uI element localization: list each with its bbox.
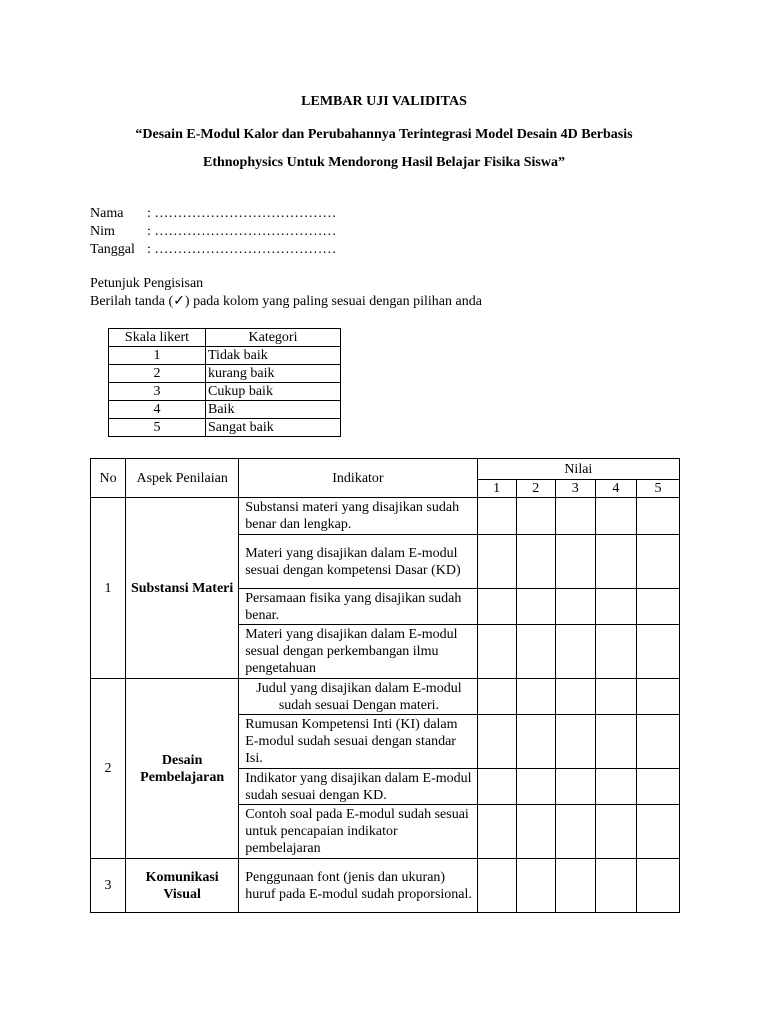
score-cell[interactable]	[555, 715, 595, 769]
score-cell[interactable]	[595, 769, 636, 805]
indicator-text: Contoh soal pada E-modul sudah sesuai untuk pencapaian indikator pembelajaran	[239, 805, 477, 859]
score-cell[interactable]	[555, 805, 595, 859]
score-header: 2	[516, 480, 555, 498]
score-cell[interactable]	[636, 769, 679, 805]
score-cell[interactable]	[636, 625, 679, 679]
score-cell[interactable]	[477, 589, 516, 625]
table-row	[109, 419, 341, 437]
score-cell[interactable]	[477, 805, 516, 859]
header-no: No	[91, 459, 126, 498]
likert-category: Tidak baik	[206, 347, 341, 365]
score-cell[interactable]	[595, 715, 636, 769]
likert-category: kurang baik	[206, 365, 341, 383]
indicator-text: Indikator yang disajikan dalam E-modul sudah sesuai dengan KD.	[239, 769, 477, 805]
likert-scale-value: 4	[109, 401, 206, 419]
score-cell[interactable]	[555, 535, 595, 589]
score-cell[interactable]	[595, 679, 636, 715]
document-subtitle	[100, 121, 668, 177]
aspect-name: Komunikasi Visual	[126, 859, 239, 913]
score-cell[interactable]	[516, 589, 555, 625]
likert-category: Cukup baik	[206, 383, 341, 401]
score-cell[interactable]	[516, 625, 555, 679]
field-nim	[90, 223, 336, 241]
score-cell[interactable]	[477, 715, 516, 769]
likert-category: Baik	[206, 401, 341, 419]
table-row	[109, 347, 341, 365]
indicator-text: Rumusan Kompetensi Inti (KI) dalam E-modul sudah sesuai dengan standar Isi.	[239, 715, 477, 769]
score-cell[interactable]	[595, 805, 636, 859]
score-cell[interactable]	[555, 589, 595, 625]
table-row	[109, 365, 341, 383]
instructions-heading: Petunjuk Pengisisan	[90, 276, 204, 291]
score-header: 3	[555, 480, 595, 498]
field-nama	[90, 205, 336, 223]
subtitle-line-2: Ethnophysics Untuk Mendorong Hasil Belajar Fisika Siswa”	[202, 155, 565, 170]
identity-fields	[90, 205, 336, 259]
field-label: Nim	[90, 224, 115, 239]
field-label: Nama	[90, 206, 124, 221]
score-cell[interactable]	[636, 859, 679, 913]
score-cell[interactable]	[636, 498, 679, 535]
subtitle-line-1: “Desain E-Modul Kalor dan Perubahannya Terintegrasi Model Desain 4D Berbasis	[135, 127, 633, 142]
row-number: 1	[91, 498, 126, 679]
score-cell[interactable]	[595, 859, 636, 913]
score-cell[interactable]	[477, 498, 516, 535]
score-cell[interactable]	[516, 805, 555, 859]
assessment-table	[90, 458, 680, 913]
table-row	[91, 679, 680, 715]
score-cell[interactable]	[477, 859, 516, 913]
header-nilai: Nilai	[477, 459, 679, 480]
indicator-text: Materi yang disajikan dalam E-modul sesuai dengan kompetensi Dasar (KD)	[239, 535, 477, 589]
score-cell[interactable]	[516, 769, 555, 805]
score-cell[interactable]	[636, 805, 679, 859]
field-blank[interactable]: : …………………………………	[147, 224, 337, 239]
score-cell[interactable]	[595, 498, 636, 535]
score-cell[interactable]	[636, 679, 679, 715]
score-cell[interactable]	[555, 769, 595, 805]
header-indikator: Indikator	[239, 459, 477, 498]
score-cell[interactable]	[555, 498, 595, 535]
indicator-text: Materi yang disajikan dalam E-modul sesual dengan perkembangan ilmu pengetahuan	[239, 625, 477, 679]
field-tanggal	[90, 241, 336, 259]
likert-header-category: Kategori	[206, 329, 341, 347]
likert-scale-value: 3	[109, 383, 206, 401]
indicator-text: Persamaan fisika yang disajikan sudah benar.	[239, 589, 477, 625]
score-cell[interactable]	[516, 498, 555, 535]
likert-scale-value: 1	[109, 347, 206, 365]
indicator-text: Penggunaan font (jenis dan ukuran) huruf pada E-modul sudah proporsional.	[239, 859, 477, 913]
score-cell[interactable]	[595, 625, 636, 679]
score-cell[interactable]	[516, 679, 555, 715]
score-header: 1	[477, 480, 516, 498]
row-number: 3	[91, 859, 126, 913]
likert-header-row	[109, 329, 341, 347]
field-blank[interactable]: : …………………………………	[147, 242, 337, 257]
score-cell[interactable]	[636, 715, 679, 769]
field-blank[interactable]: : …………………………………	[147, 206, 337, 221]
table-row	[109, 383, 341, 401]
indicator-text: Substansi materi yang disajikan sudah benar dan lengkap.	[239, 498, 477, 535]
score-cell[interactable]	[516, 535, 555, 589]
likert-header-scale: Skala likert	[109, 329, 206, 347]
score-cell[interactable]	[477, 769, 516, 805]
score-cell[interactable]	[477, 679, 516, 715]
aspect-name: Desain Pembelajaran	[126, 679, 239, 859]
table-row	[91, 859, 680, 913]
score-cell[interactable]	[516, 859, 555, 913]
header-row	[91, 459, 680, 480]
score-cell[interactable]	[516, 715, 555, 769]
table-row	[91, 498, 680, 535]
score-cell[interactable]	[555, 859, 595, 913]
score-cell[interactable]	[555, 679, 595, 715]
score-cell[interactable]	[555, 625, 595, 679]
likert-scale-value: 5	[109, 419, 206, 437]
instructions	[90, 275, 482, 311]
score-header: 5	[636, 480, 679, 498]
score-cell[interactable]	[477, 625, 516, 679]
score-cell[interactable]	[636, 535, 679, 589]
score-cell[interactable]	[595, 535, 636, 589]
table-row	[109, 401, 341, 419]
header-aspek: Aspek Penilaian	[126, 459, 239, 498]
likert-scale-table	[108, 328, 341, 437]
score-cell[interactable]	[595, 589, 636, 625]
aspect-name: Substansi Materi	[126, 498, 239, 679]
indicator-text: Judul yang disajikan dalam E-modul sudah sesuai Dengan materi.	[239, 679, 477, 715]
document-title: LEMBAR UJI VALIDITAS	[301, 94, 467, 109]
likert-category: Sangat baik	[206, 419, 341, 437]
row-number: 2	[91, 679, 126, 859]
instructions-text: Berilah tanda (✓) pada kolom yang paling sesuai dengan pilihan anda	[90, 294, 482, 309]
likert-scale-value: 2	[109, 365, 206, 383]
field-label: Tanggal	[90, 242, 135, 257]
score-cell[interactable]	[477, 535, 516, 589]
score-header: 4	[595, 480, 636, 498]
score-cell[interactable]	[636, 589, 679, 625]
